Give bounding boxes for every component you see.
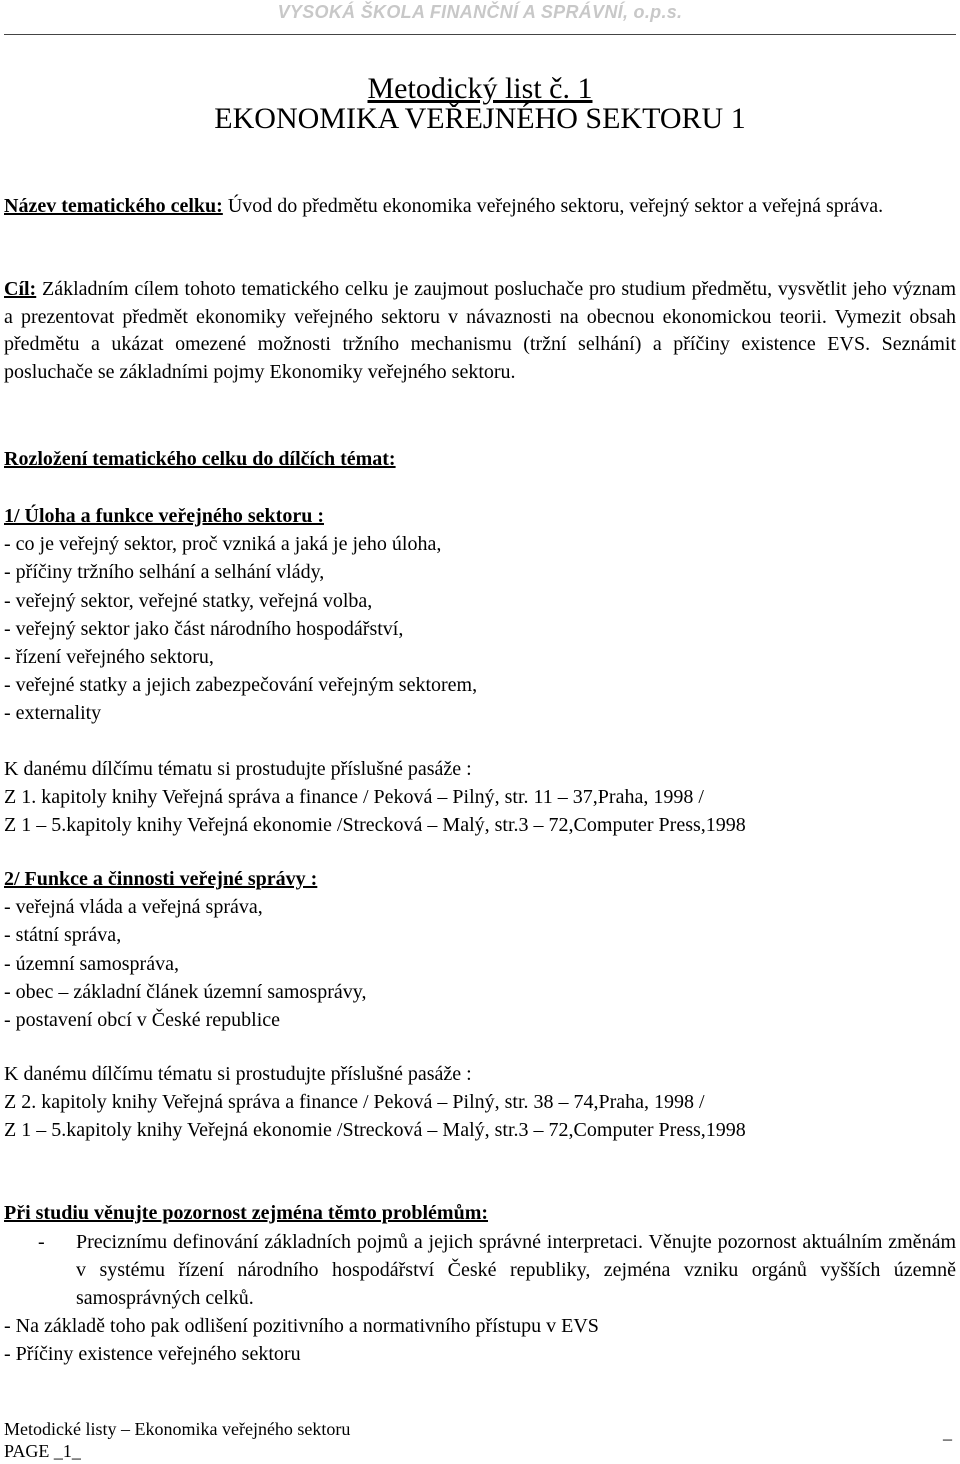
dash-marker: - [38, 1231, 45, 1253]
reference-item: Z 1. kapitoly knihy Veřejná správa a finance / Peková – Pilný, str. 11 – 37,Praha, 1998 / [4, 786, 704, 809]
problems-first-item [4, 1228, 956, 1312]
problems-first-text: Preciznímu definování základních pojmů a jejich správné interpretaci. Věnujte pozornost aktuálním změnám v systému řízení národního hospodářství České republiky, zejména vzniku orgánů vyšších územně samosprávných celků. [76, 1231, 956, 1309]
document-title-line1: Metodický list č. 1 [367, 72, 593, 105]
topic-name-paragraph [4, 193, 956, 221]
list-item: - řízení veřejného sektoru, [4, 646, 214, 669]
footer-page-number: PAGE _1_ [4, 1441, 81, 1461]
list-item: - Na základě toho pak odlišení pozitivního a normativního přístupu v EVS [4, 1315, 599, 1337]
list-item: - obec – základní článek územní samosprávy, [4, 980, 367, 1003]
footer-right-mark: _ [943, 1422, 952, 1442]
topic2-heading: 2/ Funkce a činnosti veřejné správy : [4, 868, 318, 890]
list-item: - veřejný sektor, veřejné statky, veřejná volba, [4, 589, 373, 612]
list-item: - Příčiny existence veřejného sektoru [4, 1343, 301, 1366]
topic1-section [4, 502, 956, 728]
header-organization: VYSOKÁ ŠKOLA FINANČNÍ A SPRÁVNÍ, o.p.s. [277, 2, 683, 22]
list-item: - státní správa, [4, 924, 122, 947]
list-item: - veřejný sektor jako část národního hospodářství, [4, 617, 404, 640]
header-divider [4, 34, 956, 35]
list-item: - veřejná vláda a veřejná správa, [4, 896, 263, 919]
goal-paragraph [4, 276, 956, 386]
references-intro: K danému dílčímu tématu si prostudujte příslušné pasáže : [4, 758, 472, 780]
reference-item: Z 2. kapitoly knihy Veřejná správa a finance / Peková – Pilný, str. 38 – 74,Praha, 1998 / [4, 1091, 705, 1114]
goal-text: Základním cílem tohoto tematického celku je zaujmout posluchače pro studium předmětu, vysvětlit jeho význam a prezentovat předmět ekonomiky veřejného sektoru v návaznosti na obecnou ekonomickou teorii. Vymezit obsah předmětu a ukázat omezené možnosti tržního mechanismu (tržní selhání) a příčiny existence EVS. Seznámit posluchače se základními pojmy Ekonomiky veřejného sektoru. [4, 278, 956, 383]
list-item: - co je veřejný sektor, proč vzniká a jaká je jeho úloha, [4, 533, 442, 556]
reference-item: Z 1 – 5.kapitoly knihy Veřejná ekonomie /Strecková – Malý, str.3 – 72,Computer Press,1998 [4, 814, 746, 837]
problems-other-items [4, 1312, 956, 1368]
reference-item: Z 1 – 5.kapitoly knihy Veřejná ekonomie /Strecková – Malý, str.3 – 72,Computer Press,1998 [4, 1119, 746, 1142]
problems-heading: Při studiu věnujte pozornost zejména těmto problémům: [4, 1202, 489, 1224]
references-intro: K danému dílčímu tématu si prostudujte příslušné pasáže : [4, 1063, 472, 1085]
list-item: - příčiny tržního selhání a selhání vlády, [4, 561, 325, 584]
list-item: - územní samospráva, [4, 952, 179, 975]
list-item: - postavení obcí v České republice [4, 1009, 281, 1032]
topic-name-label: Název tematického celku: [4, 195, 223, 217]
goal-label: Cíl: [4, 278, 37, 300]
document-title-line2: EKONOMIKA VEŘEJNÉHO SEKTORU 1 [214, 102, 746, 135]
topic1-heading: 1/ Úloha a funkce veřejného sektoru : [4, 505, 324, 527]
topic2-references [4, 1060, 956, 1145]
breakdown-heading: Rozložení tematického celku do dílčích témat: [4, 448, 396, 470]
list-item: - externality [4, 702, 102, 725]
topic1-references [4, 755, 956, 840]
topic2-section [4, 865, 956, 1034]
topic-name-text: Úvod do předmětu ekonomika veřejného sektoru, veřejný sektor a veřejná správa. [222, 195, 884, 217]
footer-title: Metodické listy – Ekonomika veřejného sektoru [4, 1419, 351, 1439]
list-item: - veřejné statky a jejich zabezpečování veřejným sektorem, [4, 674, 478, 697]
